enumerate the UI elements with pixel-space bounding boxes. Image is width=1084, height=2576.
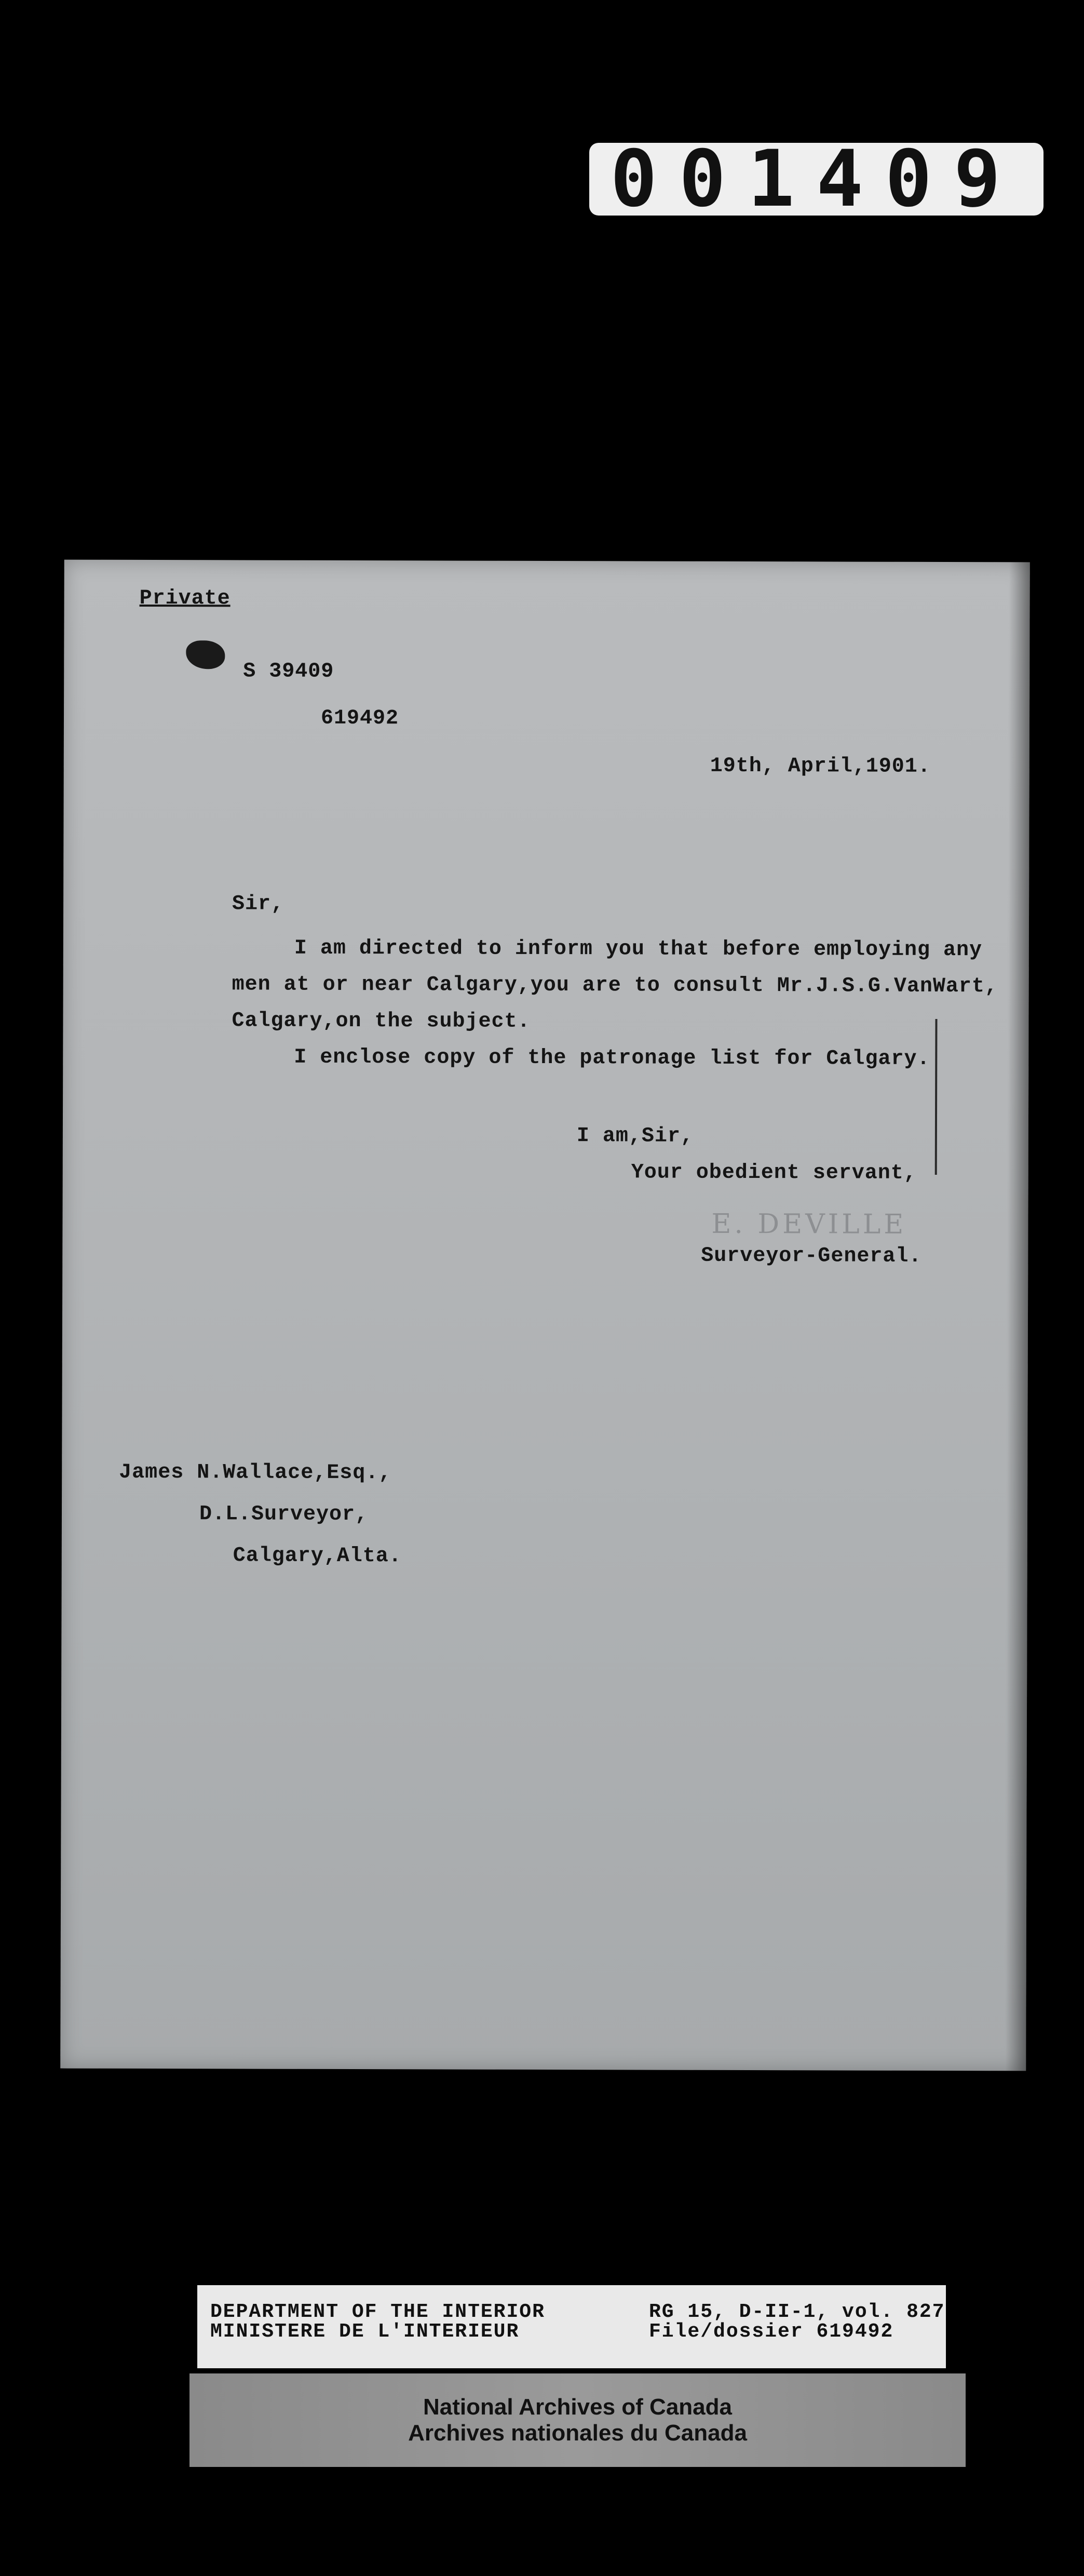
signature-stamp: E. DEVILLE	[711, 1208, 907, 1240]
reference-number-2: 619492	[320, 706, 399, 731]
record-group-reference: RG 15, D-II-1, vol. 827	[649, 2301, 945, 2323]
frame-control-number: 001409	[589, 143, 1044, 216]
archives-banner	[189, 2373, 966, 2467]
department-english: DEPARTMENT OF THE INTERIOR	[210, 2301, 545, 2323]
body-line: I enclose copy of the patronage list for Calgary.	[294, 1045, 930, 1071]
letter-sheet	[60, 560, 1030, 2071]
closing-line-2: Your obedient servant,	[631, 1161, 917, 1185]
salutation: Sir,	[232, 892, 284, 916]
body-line: Calgary,on the subject.	[232, 1009, 531, 1034]
archives-name-english: National Archives of Canada	[423, 2394, 732, 2420]
department-french: MINISTERE DE L'INTERIEUR	[210, 2320, 520, 2343]
archive-reference-label	[197, 2285, 946, 2368]
archives-name-french: Archives nationales du Canada	[408, 2420, 747, 2446]
reference-number-1: S 39409	[243, 660, 334, 683]
closing-line-1: I am,Sir,	[576, 1124, 694, 1148]
file-reference: File/dossier 619492	[649, 2320, 894, 2343]
addressee-title: D.L.Surveyor,	[199, 1502, 369, 1527]
addressee-name: James N.Wallace,Esq.,	[119, 1460, 392, 1485]
letter-date: 19th, April,1901.	[710, 754, 931, 779]
signatory-title: Surveyor-General.	[701, 1244, 922, 1268]
body-line: I am directed to inform you that before employing any	[294, 936, 983, 962]
private-heading: Private	[139, 586, 231, 611]
addressee-city: Calgary,Alta.	[233, 1544, 402, 1568]
ink-blot	[186, 640, 225, 669]
body-line: men at or near Calgary,you are to consult Mr.J.S.G.VanWart,	[232, 973, 998, 999]
margin-mark	[935, 1019, 938, 1175]
